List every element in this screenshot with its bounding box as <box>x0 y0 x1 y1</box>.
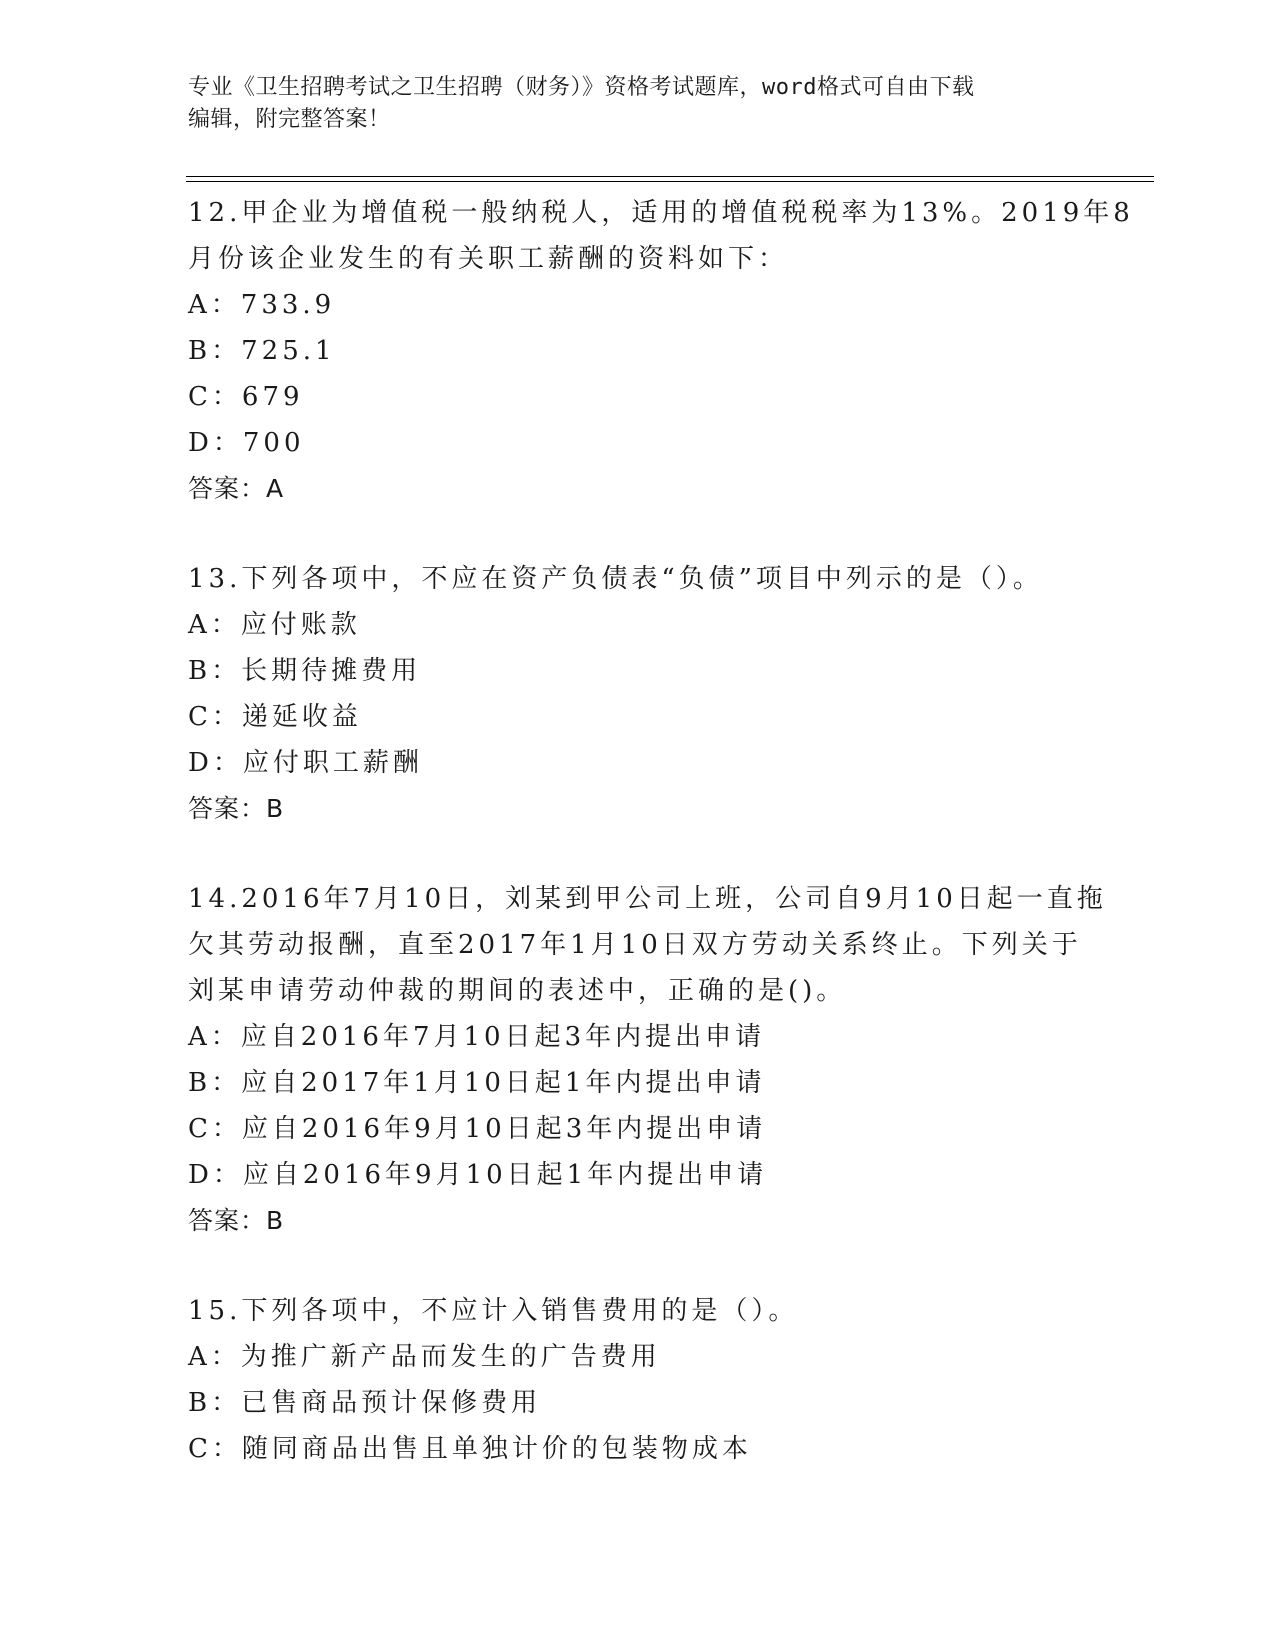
question-12 <box>188 190 1134 512</box>
option-letter: C： <box>188 702 242 732</box>
stem-line: 14.2016年7月10日，刘某到甲公司上班，公司自9月10日起一直拖 <box>188 884 1107 914</box>
option-c <box>188 374 1108 420</box>
option-a <box>188 282 1108 328</box>
option-c <box>188 694 1108 740</box>
option-letter: D： <box>188 748 243 778</box>
option-letter: A： <box>188 610 241 640</box>
option-letter: B： <box>188 656 242 686</box>
answer-line: 答案：B <box>188 794 285 823</box>
question-14 <box>188 876 1108 1244</box>
option-text: 长期待摊费用 <box>241 656 422 686</box>
header-line-1: 专业《卫生招聘考试之卫生招聘（财务）》资格考试题库，word格式可自由下载 <box>188 75 975 100</box>
header-line-2: 编辑，附完整答案！ <box>188 107 391 132</box>
stem-line: 13.下列各项中，不应在资产负债表“负债”项目中列示的是（）。 <box>188 564 1043 594</box>
option-letter: A： <box>188 1342 241 1372</box>
question-15 <box>188 1288 1108 1472</box>
option-d <box>188 740 1108 786</box>
stem-line: 15.下列各项中，不应计入销售费用的是（）。 <box>188 1296 799 1326</box>
option-text: 已售商品预计保修费用 <box>241 1388 542 1418</box>
option-letter: C： <box>188 382 242 412</box>
option-letter: C： <box>188 1114 242 1144</box>
option-b <box>188 328 1108 374</box>
option-c <box>188 1106 1108 1152</box>
option-letter: C： <box>188 1434 242 1464</box>
option-text: 递延收益 <box>241 702 362 732</box>
option-letter: A： <box>188 290 241 320</box>
option-text: 随同商品出售且单独计价的包装物成本 <box>241 1434 752 1464</box>
option-d <box>188 1152 1108 1198</box>
option-text: 700 <box>242 428 305 458</box>
option-text: 679 <box>241 382 304 412</box>
option-text: 应自2017年1月10日起1年内提出申请 <box>241 1068 766 1098</box>
option-b <box>188 1380 1108 1426</box>
stem-line: 月份该企业发生的有关职工薪酬的资料如下： <box>188 244 789 274</box>
option-text: 应付职工薪酬 <box>242 748 423 778</box>
option-a <box>188 1334 1108 1380</box>
option-text: 应自2016年9月10日起3年内提出申请 <box>241 1114 767 1144</box>
question-stem <box>188 190 1134 282</box>
option-text: 应自2016年7月10日起3年内提出申请 <box>240 1022 766 1052</box>
option-letter: D： <box>188 1160 243 1190</box>
option-letter: A： <box>188 1022 241 1052</box>
option-text: 733.9 <box>240 290 336 320</box>
document-header <box>188 72 1088 136</box>
option-d <box>188 420 1108 466</box>
option-text: 应付账款 <box>240 610 361 640</box>
question-list <box>188 190 1134 1516</box>
stem-line: 刘某申请劳动仲裁的期间的表述中，正确的是()。 <box>188 976 847 1006</box>
option-letter: B： <box>188 336 242 366</box>
answer-line: 答案：B <box>188 1206 285 1235</box>
question-stem <box>188 1288 1108 1334</box>
question-stem <box>188 876 1108 1014</box>
stem-line: 12.甲企业为增值税一般纳税人，适用的增值税税率为13%。2019年8 <box>188 198 1134 228</box>
header-divider-bottom <box>186 181 1154 182</box>
option-letter: B： <box>188 1068 242 1098</box>
option-a <box>188 1014 1108 1060</box>
option-a <box>188 602 1108 648</box>
option-b <box>188 1060 1108 1106</box>
stem-line: 欠其劳动报酬，直至2017年1月10日双方劳动关系终止。下列关于 <box>188 930 1082 960</box>
option-letter: D： <box>188 428 243 458</box>
option-c <box>188 1426 1108 1472</box>
question-13 <box>188 556 1108 832</box>
option-b <box>188 648 1108 694</box>
header-divider-top <box>186 176 1154 177</box>
option-text: 应自2016年9月10日起1年内提出申请 <box>242 1160 768 1190</box>
option-letter: B： <box>188 1388 242 1418</box>
option-text: 为推广新产品而发生的广告费用 <box>240 1342 661 1372</box>
option-text: 725.1 <box>241 336 336 366</box>
question-stem <box>188 556 1108 602</box>
answer-line: 答案：A <box>188 474 285 503</box>
